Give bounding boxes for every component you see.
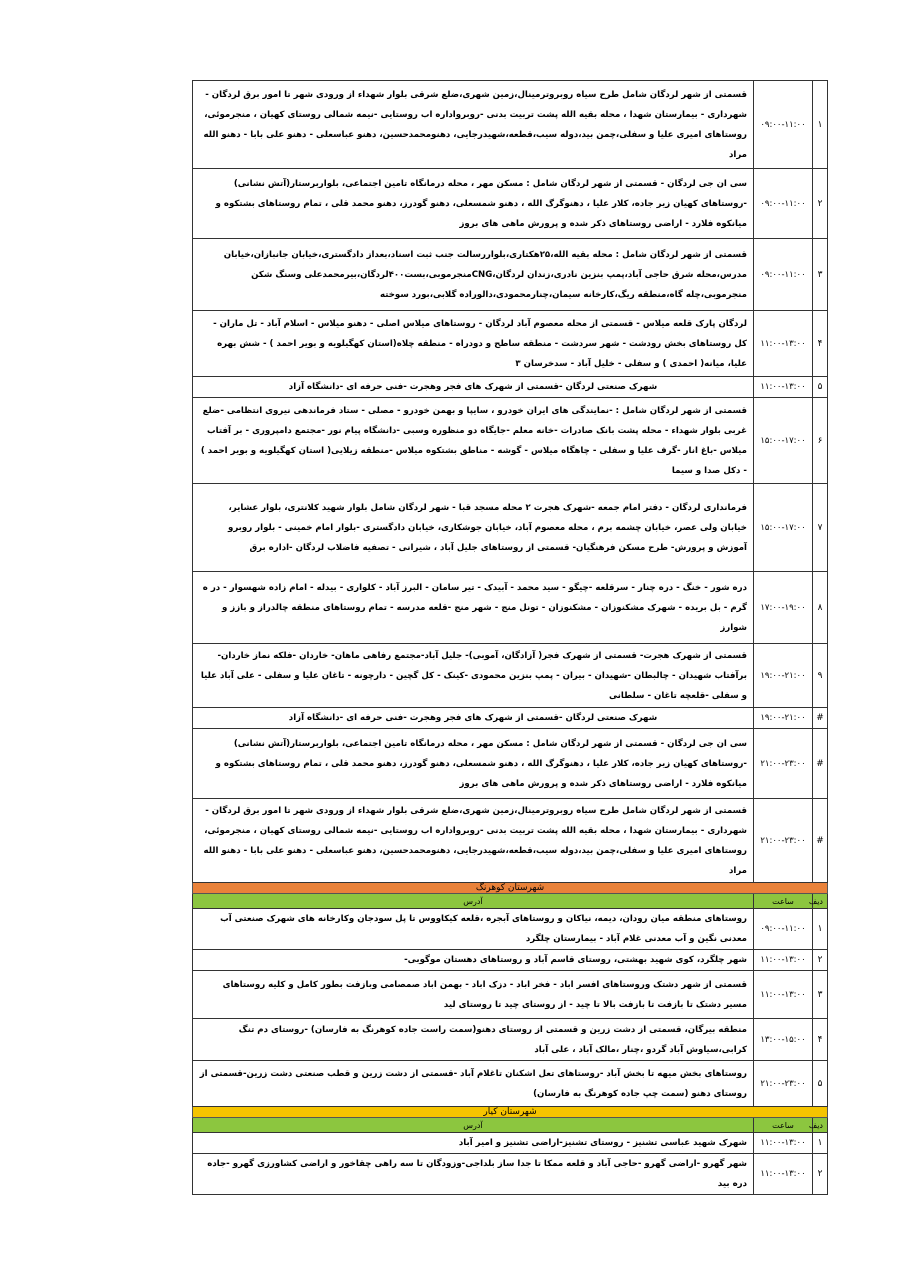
outage-address: قسمتی از شهر لردگان شامل : محله بقیه الله،۲۵هکتاری،بلواررسالت جنب ثبت اسناد،بعداز دادگستری،خیابان جانبازان،خیابان مدرس،محله شرق حاجی آباد،پمپ بنزین نادری،زندان لردگان،CNGمنجرموبی،بست۴۰۰لردگان،بیرمحمدعلی وسنگ شکن منجرموبی،چله گاه،منطقه ریگ،کارخانه سیمان،چنارمحمودی،دالوراده گلابی،بورد سوخته bbox=[193, 239, 754, 311]
outage-address: شهر گهرو -اراضی گهرو -حاجی آباد و قلعه ممکا تا جدا ساز بلداجی-وزودگان تا سه راهی چقاخور و اراضی کشاورزی گهرو -جاده دره بید bbox=[193, 1154, 754, 1195]
outage-time: ۱۱:۰۰-۱۳:۰۰ bbox=[754, 971, 813, 1019]
outage-time: ۲۱:۰۰-۲۳:۰۰ bbox=[754, 1061, 813, 1107]
row-number: ۲ bbox=[813, 1154, 828, 1195]
row-number: # bbox=[813, 708, 828, 729]
row-number: ۹ bbox=[813, 644, 828, 708]
outage-time: ۱۱:۰۰-۱۳:۰۰ bbox=[754, 377, 813, 398]
table-row bbox=[193, 1019, 828, 1061]
row-number: ۲ bbox=[813, 950, 828, 971]
outage-address: شهرک صنعتی لردگان -قسمتی از شهرک های فجر وهجرت -فنی حرفه ای -دانشگاه آزاد bbox=[193, 377, 754, 398]
header-time: ساعت bbox=[754, 894, 813, 909]
row-number: # bbox=[813, 799, 828, 883]
outage-time: ۱۵:۰۰-۱۷:۰۰ bbox=[754, 484, 813, 572]
outage-time: ۱۱:۰۰-۱۳:۰۰ bbox=[754, 1154, 813, 1195]
outage-address: سی ان جی لردگان - قسمتی از شهر لردگان شامل : مسکن مهر ، محله درمانگاه تامین اجتماعی، بلواربرستار(آتش نشانی) -روستاهای کهیان زیر جاده، کلار علیا ، دهنوگرگ الله ، دهنو شمسعلی، دهنو گودرز، دهنو محمد قلی ، تمام روستاهای بشتکوه و میانکوه فلارد - اراضی روستاهای ذکر شده و پرورش ماهی های بروز bbox=[193, 169, 754, 239]
outage-address: لردگان پارک قلعه میلاس - قسمتی از محله معصوم آباد لردگان - روستاهای میلاس اصلی - دهنو میلاس - اسلام آباد - تل ماران - کل روستاهای بخش رودشت - شهر سردشت - منطقه ساطح و دودراه - منطقه چلاه(استان کهگیلویه و بویر احمد ) - شش بهره علیا، میانه( احمدی ) و سفلی - خلیل آباد - سدخرسان ۳ bbox=[193, 311, 754, 377]
header-address: آدرس bbox=[193, 1118, 754, 1133]
row-number: # bbox=[813, 729, 828, 799]
outage-address: شهرک شهید عباسی تشنیز - روستای تشنیز-اراضی تشنیز و امیر آباد bbox=[193, 1133, 754, 1154]
outage-address: روستاهای بخش میهه تا بخش آباد -روستاهای تعل اشکنان تاغلام آباد -قسمتی از دشت زرین و قطب صنعتی دشت زرین-قسمتی از روستای دهنو (سمت چپ جاده کوهرنگ به فارسان) bbox=[193, 1061, 754, 1107]
header-row-number: دیف bbox=[813, 894, 828, 909]
table-row bbox=[193, 644, 828, 708]
row-number: ۶ bbox=[813, 398, 828, 484]
row-number: ۱ bbox=[813, 1133, 828, 1154]
column-header-row bbox=[193, 894, 828, 909]
row-number: ۱ bbox=[813, 81, 828, 169]
table-row bbox=[193, 971, 828, 1019]
outage-address: شهر چلگرد، کوی شهید بهشتی، روستای قاسم آباد و روستاهای دهستان موگوبی- bbox=[193, 950, 754, 971]
outage-time: ۱۹:۰۰-۲۱:۰۰ bbox=[754, 644, 813, 708]
outage-address: قسمتی از شهر دشتک وروستاهای افسر اباد - فخر اباد - دزک اباد - بهمن اباد صمصامی وبازفت بطور کامل و کلیه روستاهای مسیر دشتک تا بازفت تا بازفت بالا تا چید - از روستای چید تا روستای لید bbox=[193, 971, 754, 1019]
row-number: ۸ bbox=[813, 572, 828, 644]
outage-address: فرمانداری لردگان - دفتر امام جمعه -شهرک هجرت ۲ محله مسجد قبا - شهر لردگان شامل بلوار شهید کلانتری، بلوار عشایر، خیابان ولی عصر، خیابان چشمه برم ، محله معصوم آباد، خیابان جوشکاری، خیابان دادگستری -بلوار امام خمینی - بلوار روبرو آموزش و پرورش- طرح مسکن فرهنگیان- قسمتی از روستاهای جلیل آباد ، شیرانی - تصفیه فاضلاب لردگان -اداره برق bbox=[193, 484, 754, 572]
row-number: ۵ bbox=[813, 1061, 828, 1107]
outage-time: ۱۱:۰۰-۱۳:۰۰ bbox=[754, 950, 813, 971]
table-row bbox=[193, 950, 828, 971]
header-time: ساعت bbox=[754, 1118, 813, 1133]
header-address: آدرس bbox=[193, 894, 754, 909]
outage-time: ۲۱:۰۰-۲۳:۰۰ bbox=[754, 729, 813, 799]
outage-address: شهرک صنعتی لردگان -قسمتی از شهرک های فجر وهجرت -فنی حرفه ای -دانشگاه آزاد bbox=[193, 708, 754, 729]
row-number: ۳ bbox=[813, 971, 828, 1019]
outage-time: ۱۵:۰۰-۱۷:۰۰ bbox=[754, 398, 813, 484]
schedule-page bbox=[192, 80, 828, 1195]
outage-time: ۰۹:۰۰-۱۱:۰۰ bbox=[754, 909, 813, 950]
outage-time: ۱۹:۰۰-۲۱:۰۰ bbox=[754, 708, 813, 729]
outage-address: سی ان جی لردگان - قسمتی از شهر لردگان شامل : مسکن مهر ، محله درمانگاه تامین اجتماعی، بلواربرستار(آتش نشانی) -روستاهای کهیان زیر جاده، کلار علیا ، دهنوگرگ الله ، دهنو شمسعلی، دهنو گودرز، دهنو محمد قلی ، تمام روستاهای بشتکوه و میانکوه فلارد - اراضی روستاهای ذکر شده و پرورش ماهی های بروز bbox=[193, 729, 754, 799]
outage-time: ۲۱:۰۰-۲۳:۰۰ bbox=[754, 799, 813, 883]
outage-time: ۰۹:۰۰-۱۱:۰۰ bbox=[754, 239, 813, 311]
outage-time: ۱۱:۰۰-۱۳:۰۰ bbox=[754, 311, 813, 377]
county-section-row bbox=[193, 1107, 828, 1118]
outage-address: قسمتی از شهر لردگان شامل : -نمایندگی های ایران خودرو ، سایپا و بهمن خودرو - مصلی - ستاد فرماندهی نیروی انتظامی -ضلع غربی بلوار شهداء - محله پشت بانک صادرات -خانه معلم -جایگاه دو منظوره وسبی -دانشگاه پیام نور -مجتمع دامپروری - بر آفتاب میلاس -باغ انار -گرف علیا و سفلی - چاهگاه میلاس - گوشه - مناطق بشتکوه میلاس -منطقه زیلایی( استان کهگیلویه و بویر احمد ) - دکل صدا و سیما bbox=[193, 398, 754, 484]
table-row bbox=[193, 311, 828, 377]
column-header-row bbox=[193, 1118, 828, 1133]
header-row-number: دیف bbox=[813, 1118, 828, 1133]
table-row bbox=[193, 1154, 828, 1195]
table-row bbox=[193, 1133, 828, 1154]
outage-time: ۰۹:۰۰-۱۱:۰۰ bbox=[754, 81, 813, 169]
table-row bbox=[193, 377, 828, 398]
outage-address: روستاهای منطقه میان رودان، دیمه، نیاکان و روستاهای آبجره ،قلعه کیکاووس تا پل سودجان وکارخانه های شهرک صنعتی آب معدنی نگین و آب معدنی غلام آباد - بیمارستان چلگرد bbox=[193, 909, 754, 950]
row-number: ۴ bbox=[813, 311, 828, 377]
outage-address: دره شور - خنگ - دره چنار - سرقلعه -چیگو - سید محمد - آبیدک - تیر سامان - البرز آباد - کلواری - بیدله - امام زاده شهسوار - در ه گرم - بل بریده - شهرک مشکنوزان - مشکنوزان - تونل منج - شهر منج -قلعه مدرسه - تمام روستاهای منطقه چالدراز و بازز و شوارز bbox=[193, 572, 754, 644]
outage-time: ۰۹:۰۰-۱۱:۰۰ bbox=[754, 169, 813, 239]
row-number: ۷ bbox=[813, 484, 828, 572]
row-number: ۲ bbox=[813, 169, 828, 239]
table-row bbox=[193, 729, 828, 799]
county-title: شهرستان کوهرنگ bbox=[193, 883, 828, 894]
outage-address: قسمتی از شهر لردگان شامل طرح سیاه روبروترمینال،زمین شهری،ضلع شرقی بلوار شهداء از ورودی شهر تا امور برق لردگان - شهرداری - بیمارستان شهدا ، محله بقیه الله پشت تربیت بدنی -روبرواداره اب روستایی -نیمه شمالی روستای کهیان ، منجرموئی، روستاهای امیری علیا و سفلی،چمن بید،دوله سیب،قطعه،شهیدرجایی، دهنومحمدحسین، دهنو عباسعلی - دهنو علی بابا - دهنو الله مراد bbox=[193, 799, 754, 883]
outage-schedule-table bbox=[192, 80, 828, 1195]
outage-time: ۱۷:۰۰-۱۹:۰۰ bbox=[754, 572, 813, 644]
table-row bbox=[193, 398, 828, 484]
table-row bbox=[193, 708, 828, 729]
outage-time: ۱۱:۰۰-۱۳:۰۰ bbox=[754, 1133, 813, 1154]
table-row bbox=[193, 239, 828, 311]
row-number: ۱ bbox=[813, 909, 828, 950]
row-number: ۵ bbox=[813, 377, 828, 398]
county-title: شهرستان کیار bbox=[193, 1107, 828, 1118]
table-row bbox=[193, 572, 828, 644]
table-row bbox=[193, 81, 828, 169]
table-row bbox=[193, 799, 828, 883]
county-section-row bbox=[193, 883, 828, 894]
row-number: ۳ bbox=[813, 239, 828, 311]
outage-time: ۱۳:۰۰-۱۵:۰۰ bbox=[754, 1019, 813, 1061]
row-number: ۴ bbox=[813, 1019, 828, 1061]
outage-address: قسمتی از شهرک هجرت- قسمتی از شهرک فجر( آزادگان، آموبی)- جلیل آباد-مجتمع رفاهی ماهان- خاردان -فلکه نماز خاردان- برآفتاب شهیدان - چالبطان -شهیدان - بیران - پمپ بنزین محمودی -کینک - کل گچین - دارچونه - تاغان علیا و سفلی - علی آباد علیا و سفلی -قلعچه تاغان - سلطانی bbox=[193, 644, 754, 708]
table-row bbox=[193, 1061, 828, 1107]
table-row bbox=[193, 909, 828, 950]
outage-address: قسمتی از شهر لردگان شامل طرح سیاه روبروترمینال،زمین شهری،ضلع شرقی بلوار شهداء از ورودی شهر تا امور برق لردگان - شهرداری - بیمارستان شهدا ، محله بقیه الله پشت تربیت بدنی -روبرواداره اب روستایی -نیمه شمالی روستای کهیان ، منجرموئی، روستاهای امیری علیا و سفلی،چمن بید،دوله سیب،قطعه،شهیدرجایی، دهنومحمدحسین، دهنو عباسعلی - دهنو علی بابا - دهنو الله مراد bbox=[193, 81, 754, 169]
table-row bbox=[193, 169, 828, 239]
outage-address: منطقه بیرگان، قسمتی از دشت زرین و قسمتی از روستای دهنو(سمت راست جاده کوهرنگ به فارسان) -روستای دم تنگ کرابی،سیاوش آباد گردو ،چنار ،مالک آباد ، علی آباد bbox=[193, 1019, 754, 1061]
table-row bbox=[193, 484, 828, 572]
